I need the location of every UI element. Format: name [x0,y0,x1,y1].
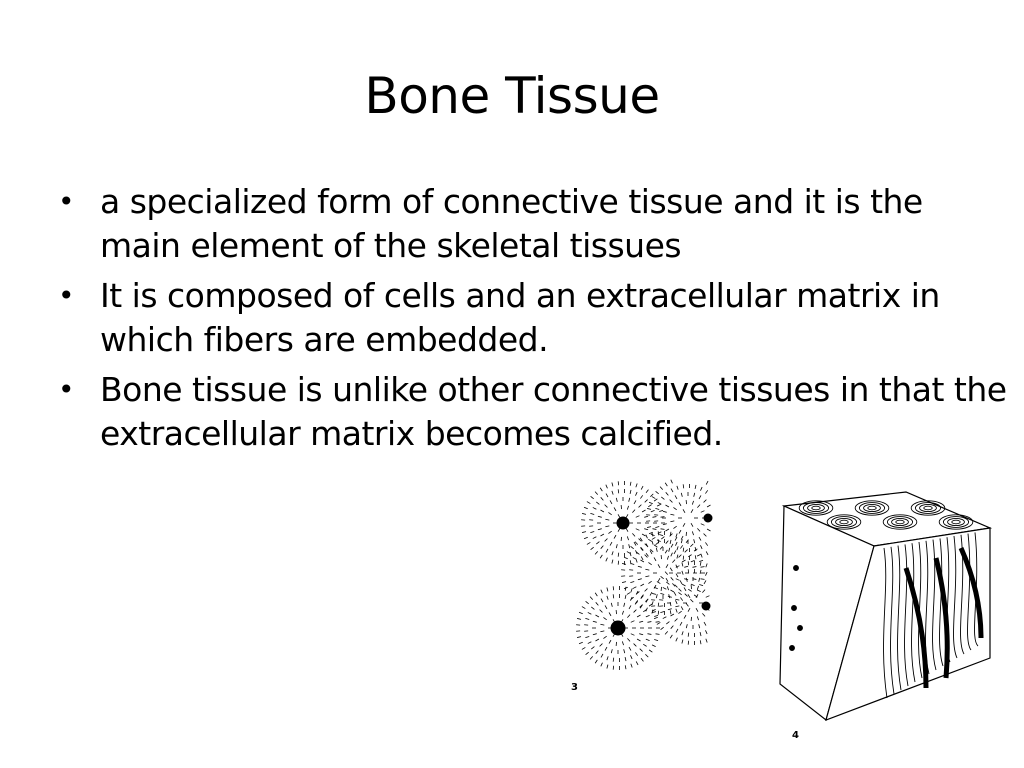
bullet-item [58,368,1008,456]
bullet-glyph: • [58,373,75,406]
figure-label: 4 [792,730,799,741]
bullet-glyph: • [58,185,75,218]
bullet-text: Bone tissue is unlike other connective tissues in that the extracellular matrix becomes calcified. [100,370,1007,453]
figure-label: 3 [571,682,578,693]
bullet-text: It is composed of cells and an extracellular matrix in which fibers are embedded. [100,276,940,359]
osteon-cross-section-illustration [568,478,718,693]
bullet-item [58,180,1008,268]
bullet-glyph: • [58,279,75,312]
compact-bone-block-illustration [776,488,998,744]
bullet-text: a specialized form of connective tissue and it is the main element of the skeletal tissues [100,182,923,265]
bullet-item [58,274,1008,362]
slide-title: Bone Tissue [364,67,660,125]
bullet-list [58,180,1008,462]
